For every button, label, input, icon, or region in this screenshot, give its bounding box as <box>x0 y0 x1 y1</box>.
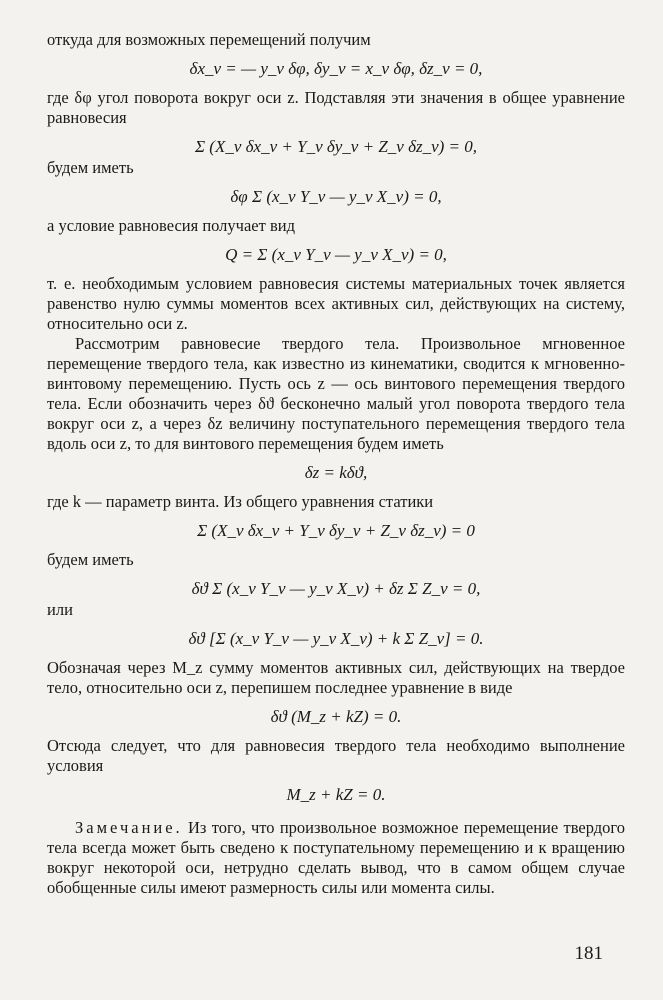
remark-label: Замечание. <box>75 818 183 837</box>
equation: δϑ (M_z + kZ) = 0. <box>270 707 402 726</box>
equation: δx_ν = — y_ν δφ, δy_ν = x_ν δφ, δz_ν = 0, <box>189 59 483 78</box>
paragraph: или <box>47 600 73 619</box>
paragraph: откуда для возможных перемещений получим <box>47 30 371 49</box>
equation: δϑ [Σ (x_ν Y_ν — y_ν X_ν) + k Σ Z_ν] = 0. <box>188 629 484 648</box>
paragraph: Обозначая через M_z сумму моментов активных сил, действующих на твердое тело, относительно оси z, перепишем последнее уравнение в виде <box>47 658 625 697</box>
remark-paragraph <box>47 818 625 898</box>
equation: δφ Σ (x_ν Y_ν — y_ν X_ν) = 0, <box>230 187 442 206</box>
paragraph: будем иметь <box>47 158 134 177</box>
equation: Σ (X_ν δx_ν + Y_ν δy_ν + Z_ν δz_ν) = 0, <box>194 137 478 156</box>
paragraph: Отсюда следует, что для равновесия твердого тела необходимо выполнение условия <box>47 736 625 775</box>
equation: δz = kδϑ, <box>304 463 368 482</box>
paragraph: где δφ угол поворота вокруг оси z. Подставляя эти значения в общее уравнение равновесия <box>47 88 625 127</box>
equation: δϑ Σ (x_ν Y_ν — y_ν X_ν) + δz Σ Z_ν = 0, <box>191 579 481 598</box>
paragraph: а условие равновесия получает вид <box>47 216 295 235</box>
remark-text: Из того, что произвольное возможное перемещение твердого тела всегда может быть сведено к поступательному перемещению и к вращению вокруг некоторой оси, нетрудно сделать вывод, что в самом общем случае обобщенные силы имеют размерность силы или момента силы. <box>47 818 626 897</box>
equation: Q = Σ (x_ν Y_ν — y_ν X_ν) = 0, <box>225 245 447 264</box>
paragraph: Рассмотрим равновесие твердого тела. Произвольное мгновенное перемещение твердого тела, как известно из кинематики, сводится к мгновенно-винтовому перемещению. Пусть ось z — ось винтового перемещения твердого тела. Если обозначить через δϑ бесконечно малый угол поворота твердого тела вокруг оси z, а через δz величину поступательного перемещения твердого тела вдоль оси z, то для винтового перемещения будем иметь <box>47 334 625 453</box>
equation: M_z + kZ = 0. <box>286 785 386 804</box>
paragraph: т. е. необходимым условием равновесия системы материальных точек является равенство нулю суммы моментов всех активных сил, действующих на систему, относительно оси z. <box>47 274 625 333</box>
page-content <box>47 30 625 898</box>
paragraph: будем иметь <box>47 550 134 569</box>
equation: Σ (X_ν δx_ν + Y_ν δy_ν + Z_ν δz_ν) = 0 <box>197 521 475 540</box>
page-number: 181 <box>574 943 603 964</box>
paragraph: где k — параметр винта. Из общего уравнения статики <box>47 492 434 511</box>
